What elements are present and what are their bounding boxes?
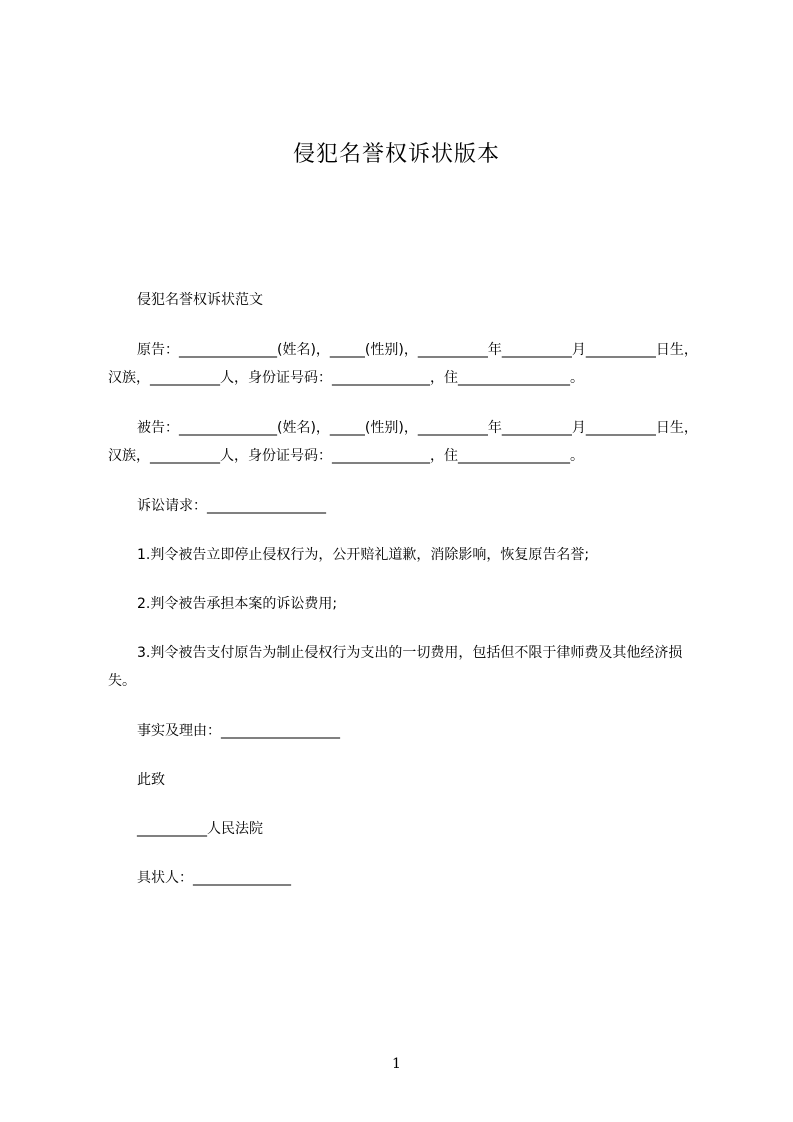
- signer-line: 具状人：______________: [137, 870, 291, 886]
- claim-item: 1.判令被告立即停止侵权行为，公开赔礼道歉，消除影响，恢复原告名誉;: [137, 547, 590, 563]
- section-heading: 侵犯名誉权诉状范文: [137, 292, 263, 308]
- document-body: [108, 286, 702, 892]
- court-line: __________人民法院: [137, 821, 263, 837]
- closing-text: 此致: [137, 772, 165, 788]
- plaintiff-info: 原告：______________(姓名)，_____(性别)，__________年__________月__________日生，汉族，__________人，身份证号码：______________，住________________。: [108, 342, 698, 386]
- facts-label: 事实及理由：_________________: [137, 723, 340, 739]
- claim-item: 3.判令被告支付原告为制止侵权行为支出的一切费用，包括但不限于律师费及其他经济损失。: [108, 645, 683, 689]
- document-title: 侵犯名誉权诉状版本: [292, 142, 500, 167]
- claim-item: 2.判令被告承担本案的诉讼费用;: [137, 596, 338, 612]
- claims-label: 诉讼请求：_________________: [137, 498, 326, 514]
- defendant-info: 被告：______________(姓名)，_____(性别)，__________年__________月__________日生，汉族，__________人，身份证号码：______________，住________________。: [108, 420, 698, 464]
- page-number: 1: [392, 1056, 401, 1072]
